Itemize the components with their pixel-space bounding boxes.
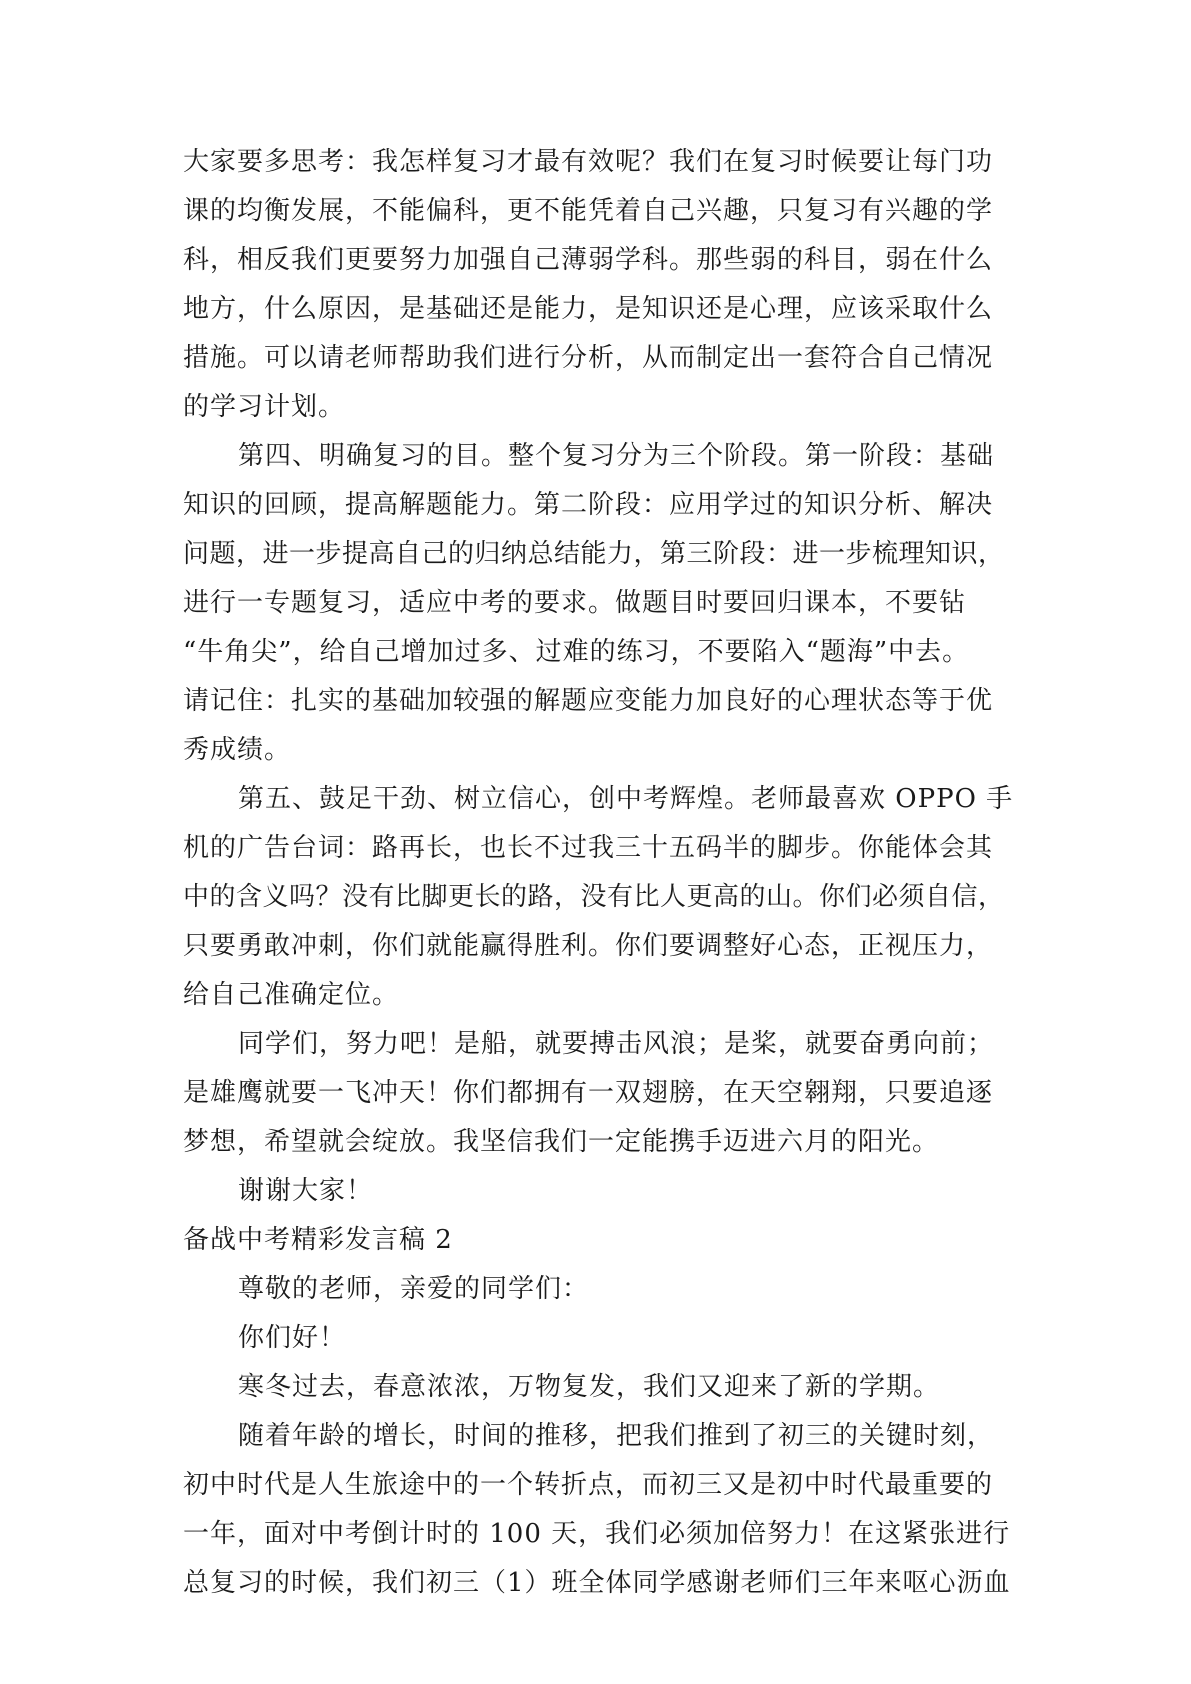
text-line: 初中时代是人生旅途中的一个转折点，而初三又是初中时代最重要的 [183,1470,994,1500]
text-line: 一年，面对中考倒计时的 100 天，我们必须加倍努力！在这紧张进行 [183,1519,1011,1549]
text-line: 第五、鼓足干劲、树立信心，创中考辉煌。老师最喜欢 OPPO 手 [238,784,1014,814]
text-line: 中的含义吗？没有比脚更长的路，没有比人更高的山。你们必须自信， [183,882,1005,912]
text-line: 总复习的时候，我们初三（1）班全体同学感谢老师们三年来呕心沥血 [183,1568,1011,1598]
text-line: 措施。可以请老师帮助我们进行分析，从而制定出一套符合自己情况 [183,343,994,373]
text-line: 进行一专题复习，适应中考的要求。做题目时要回归课本，不要钻 [183,588,967,618]
text-line: 秀成绩。 [183,735,292,765]
text-line: 随着年龄的增长，时间的推移，把我们推到了初三的关键时刻， [238,1421,995,1451]
text-line: 只要勇敢冲刺，你们就能赢得胜利。你们要调整好心态，正视压力， [183,931,994,961]
text-line: 尊敬的老师，亲爱的同学们： [238,1274,590,1304]
text-line: 知识的回顾，提高解题能力。第二阶段：应用学过的知识分析、解决 [183,490,994,520]
text-line: 地方，什么原因，是基础还是能力，是知识还是心理，应该采取什么 [183,294,994,324]
text-line: 你们好！ [238,1323,347,1353]
text-line: 给自己准确定位。 [183,980,400,1010]
text-line: 大家要多思考：我怎样复习才最有效呢？我们在复习时候要让每门功 [183,147,994,177]
text-line: 是雄鹰就要一飞冲天！你们都拥有一双翅膀，在天空翱翔，只要追逐 [183,1078,994,1108]
text-line: 梦想，希望就会绽放。我坚信我们一定能携手迈进六月的阳光。 [183,1127,940,1157]
text-line: 机的广告台词：路再长，也长不过我三十五码半的脚步。你能体会其 [183,833,994,863]
text-line: 谢谢大家！ [238,1176,374,1206]
text-line: 问题，进一步提高自己的归纳总结能力，第三阶段：进一步梳理知识， [183,539,1005,569]
text-line: 课的均衡发展，不能偏科，更不能凭着自己兴趣，只复习有兴趣的学 [183,196,994,226]
text-line: 科，相反我们更要努力加强自己薄弱学科。那些弱的科目，弱在什么 [183,245,994,275]
text-line: 的学习计划。 [183,392,346,422]
text-line: 第四、明确复习的目。整个复习分为三个阶段。第一阶段：基础 [238,441,995,471]
text-line: 请记住：扎实的基础加较强的解题应变能力加良好的心理状态等于优 [183,686,994,716]
text-line: 同学们，努力吧！是船，就要搏击风浪；是桨，就要奋勇向前； [238,1029,995,1059]
document-body [183,138,1013,1608]
section-heading: 备战中考精彩发言稿 2 [183,1225,453,1255]
text-line: 寒冬过去，春意浓浓，万物复发，我们又迎来了新的学期。 [238,1372,941,1402]
text-line: “牛角尖”，给自己增加过多、过难的练习，不要陷入“题海”中去。 [183,637,970,667]
